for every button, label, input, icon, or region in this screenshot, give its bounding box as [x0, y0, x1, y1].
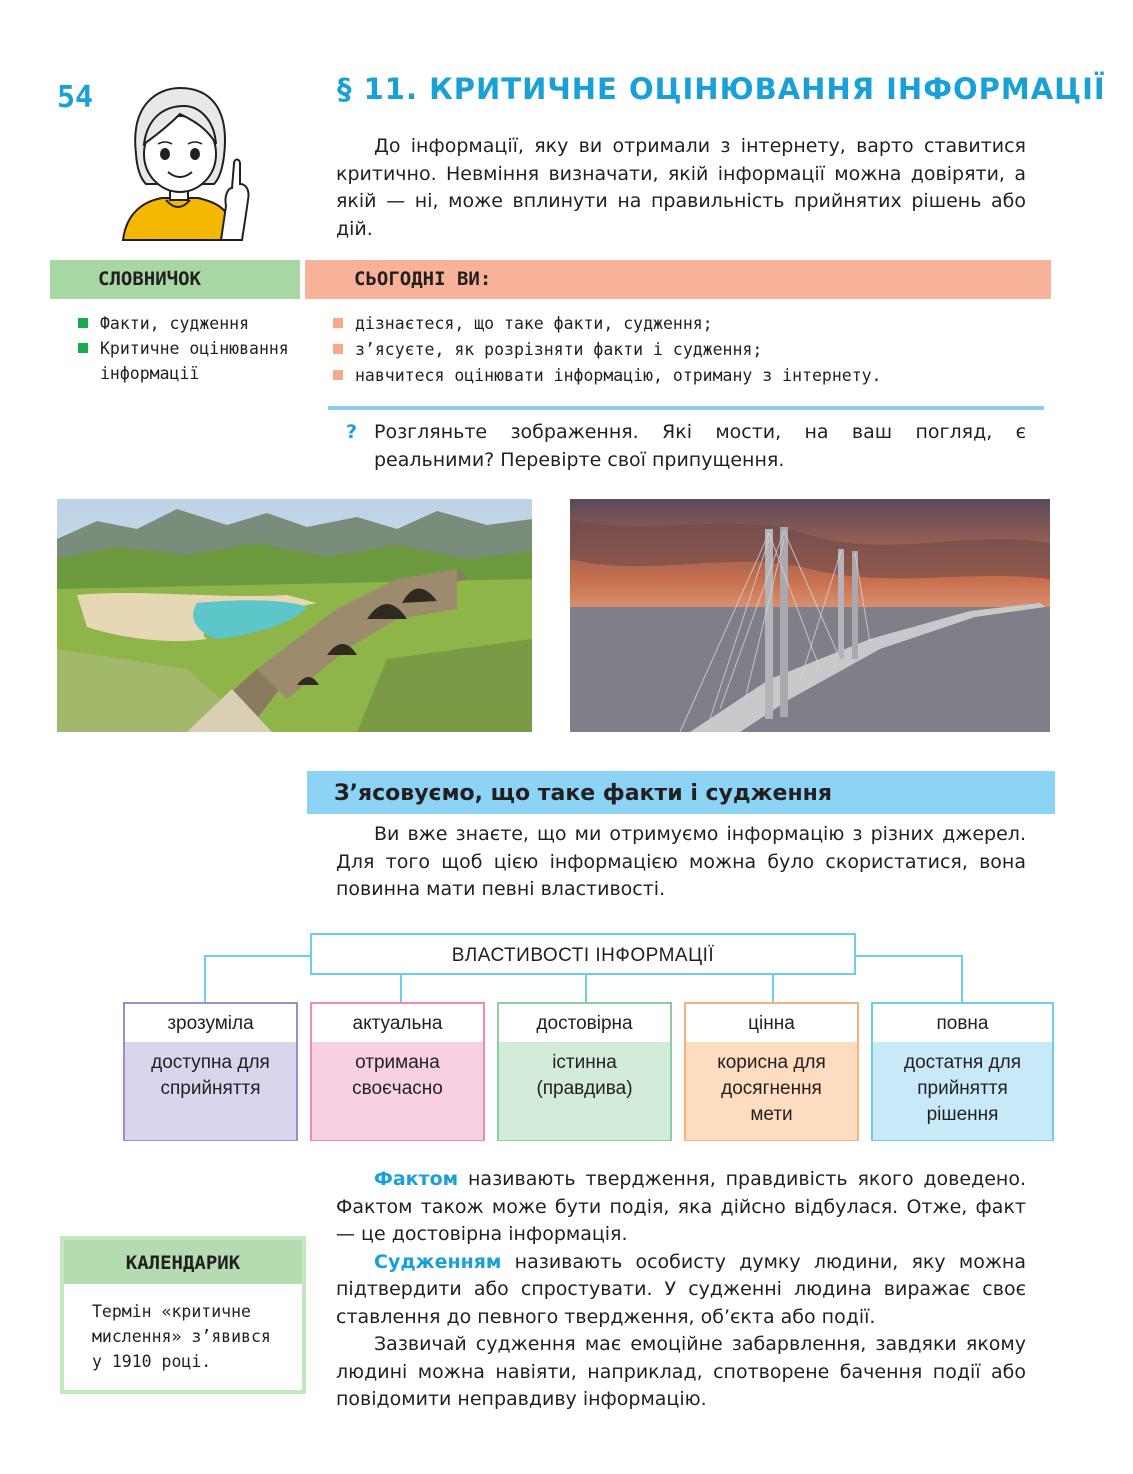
salmon-square-icon: [333, 344, 343, 354]
connector-line: [204, 955, 206, 1002]
definitions-text: [336, 1166, 1026, 1414]
property-box: [123, 1002, 298, 1141]
today-heading: СЬОГОДНІ ВИ:: [354, 268, 492, 290]
cable-bridge-photo: [570, 499, 1050, 732]
glossary-item: [78, 336, 303, 386]
section-title: З’ясовуємо, що таке факти і судження: [334, 781, 833, 806]
emotion-paragraph: Зазвичай судження має емоційне забарвлення, завдяки якому людині можна навіяти, наприклад, спотворене бачення події або повідомити неправдиву інформацію.: [336, 1333, 1026, 1410]
description-line: отримана: [355, 1052, 440, 1073]
today-item: [333, 337, 1053, 363]
property-name: цінна: [686, 1004, 857, 1042]
glossary-list: [78, 311, 303, 386]
today-item-label: з’ясуєте, як розрізняти факти і судження;: [355, 340, 763, 359]
glossary-item-label: Критичне оцінювання інформації: [100, 339, 289, 383]
divider: [328, 406, 1044, 410]
property-description: [873, 1042, 1052, 1140]
green-square-icon: [78, 343, 88, 353]
description-line: корисна для: [717, 1052, 826, 1073]
description-line: сприйняття: [160, 1078, 261, 1099]
glossary-header: [50, 260, 300, 299]
property-box: [310, 1002, 485, 1141]
connector-line: [772, 975, 774, 1002]
glossary-heading: СЛОВНИЧОК: [98, 268, 201, 290]
section-intro-paragraph: [336, 821, 1026, 904]
salmon-square-icon: [333, 370, 343, 380]
description-line: рішення: [926, 1104, 999, 1125]
diagram-header: ВЛАСТИВОСТІ ІНФОРМАЦІЇ: [310, 933, 856, 975]
description-line: своєчасно: [352, 1078, 443, 1099]
connector-line: [856, 955, 963, 957]
green-square-icon: [78, 318, 88, 328]
description-line: достатня для: [903, 1052, 1021, 1073]
question-block: [346, 419, 1026, 474]
today-list: [333, 311, 1053, 389]
property-name: зрозуміла: [125, 1004, 296, 1042]
page-number: 54: [57, 80, 94, 115]
glossary-item-label: Факти, судження: [100, 314, 250, 333]
section-header: [307, 771, 1055, 814]
fact-term: Фактом: [374, 1168, 459, 1190]
today-item-label: дізнаєтеся, що таке факти, судження;: [355, 314, 713, 333]
glossary-item: [78, 311, 303, 336]
page-title: § 11. КРИТИЧНЕ ОЦІНЮВАННЯ ІНФОРМАЦІЇ: [337, 72, 1106, 106]
property-name: повна: [873, 1004, 1052, 1042]
description-line: істинна: [552, 1052, 617, 1073]
property-box: [871, 1002, 1054, 1141]
fact-definition: називають твердження, правдивість якого доведено. Фактом також може бути подія, яка дійсно відбулася. Отже, факт — це достовірна інформація.: [336, 1168, 1026, 1245]
description-line: досягнення: [721, 1078, 822, 1099]
question-text: Розгляньте зображення. Які мости, на ваш погляд, є реальними? Перевірте свої припущення.: [374, 421, 1026, 471]
today-item-label: навчитеся оцінювати інформацію, отриману з інтернету.: [355, 366, 882, 385]
intro-text: До інформації, яку ви отримали з інтернету, варто ставитися критично. Невміння визначати, якій інформації можна довіряти, а якій — ні, може вплинути на правильність прийнятих рішень або дій.: [336, 135, 1026, 240]
property-box: [497, 1002, 672, 1141]
connector-line: [585, 975, 587, 1002]
description-line: (правдива): [536, 1078, 633, 1099]
stone-bridge-photo: [57, 499, 532, 732]
section-intro-text: Ви вже знаєте, що ми отримуємо інформацію з різних джерел. Для того щоб цією інформацією можна було скористатися, вона повинна мати певні властивості.: [336, 823, 1026, 900]
judgement-definition: називають особисту думку людини, яку можна підтвердити або спростувати. У судженні людина виражає своє ставлення до певного твердження, об’єкта або події.: [336, 1250, 1026, 1328]
connector-line: [400, 975, 402, 1002]
judgement-term: Судженням: [374, 1250, 502, 1273]
property-description: [499, 1042, 670, 1140]
question-mark-icon: ?: [346, 421, 358, 443]
fact-paragraph: [336, 1166, 1026, 1249]
today-item: [333, 363, 1053, 389]
today-header: [305, 260, 1051, 299]
today-item: [333, 311, 1053, 337]
judgement-paragraph: [336, 1249, 1026, 1332]
property-name: достовірна: [499, 1004, 670, 1042]
property-description: [125, 1042, 296, 1140]
girl-pointing-icon: [118, 84, 253, 242]
connector-line: [961, 955, 963, 1002]
description-line: прийняття: [917, 1078, 1008, 1099]
description-line: доступна для: [151, 1052, 270, 1073]
description-line: мети: [750, 1104, 793, 1125]
property-box: [684, 1002, 859, 1141]
salmon-square-icon: [333, 318, 343, 328]
connector-line: [204, 955, 310, 957]
property-description: [686, 1042, 857, 1140]
calendar-box: [60, 1236, 306, 1394]
property-name: актуальна: [312, 1004, 483, 1042]
calendar-heading: КАЛЕНДАРИК: [64, 1240, 302, 1284]
calendar-text: Термін «критичне мислення» з’явився у 1910 році.: [92, 1302, 271, 1371]
intro-paragraph: [336, 133, 1026, 243]
property-description: [312, 1042, 483, 1140]
